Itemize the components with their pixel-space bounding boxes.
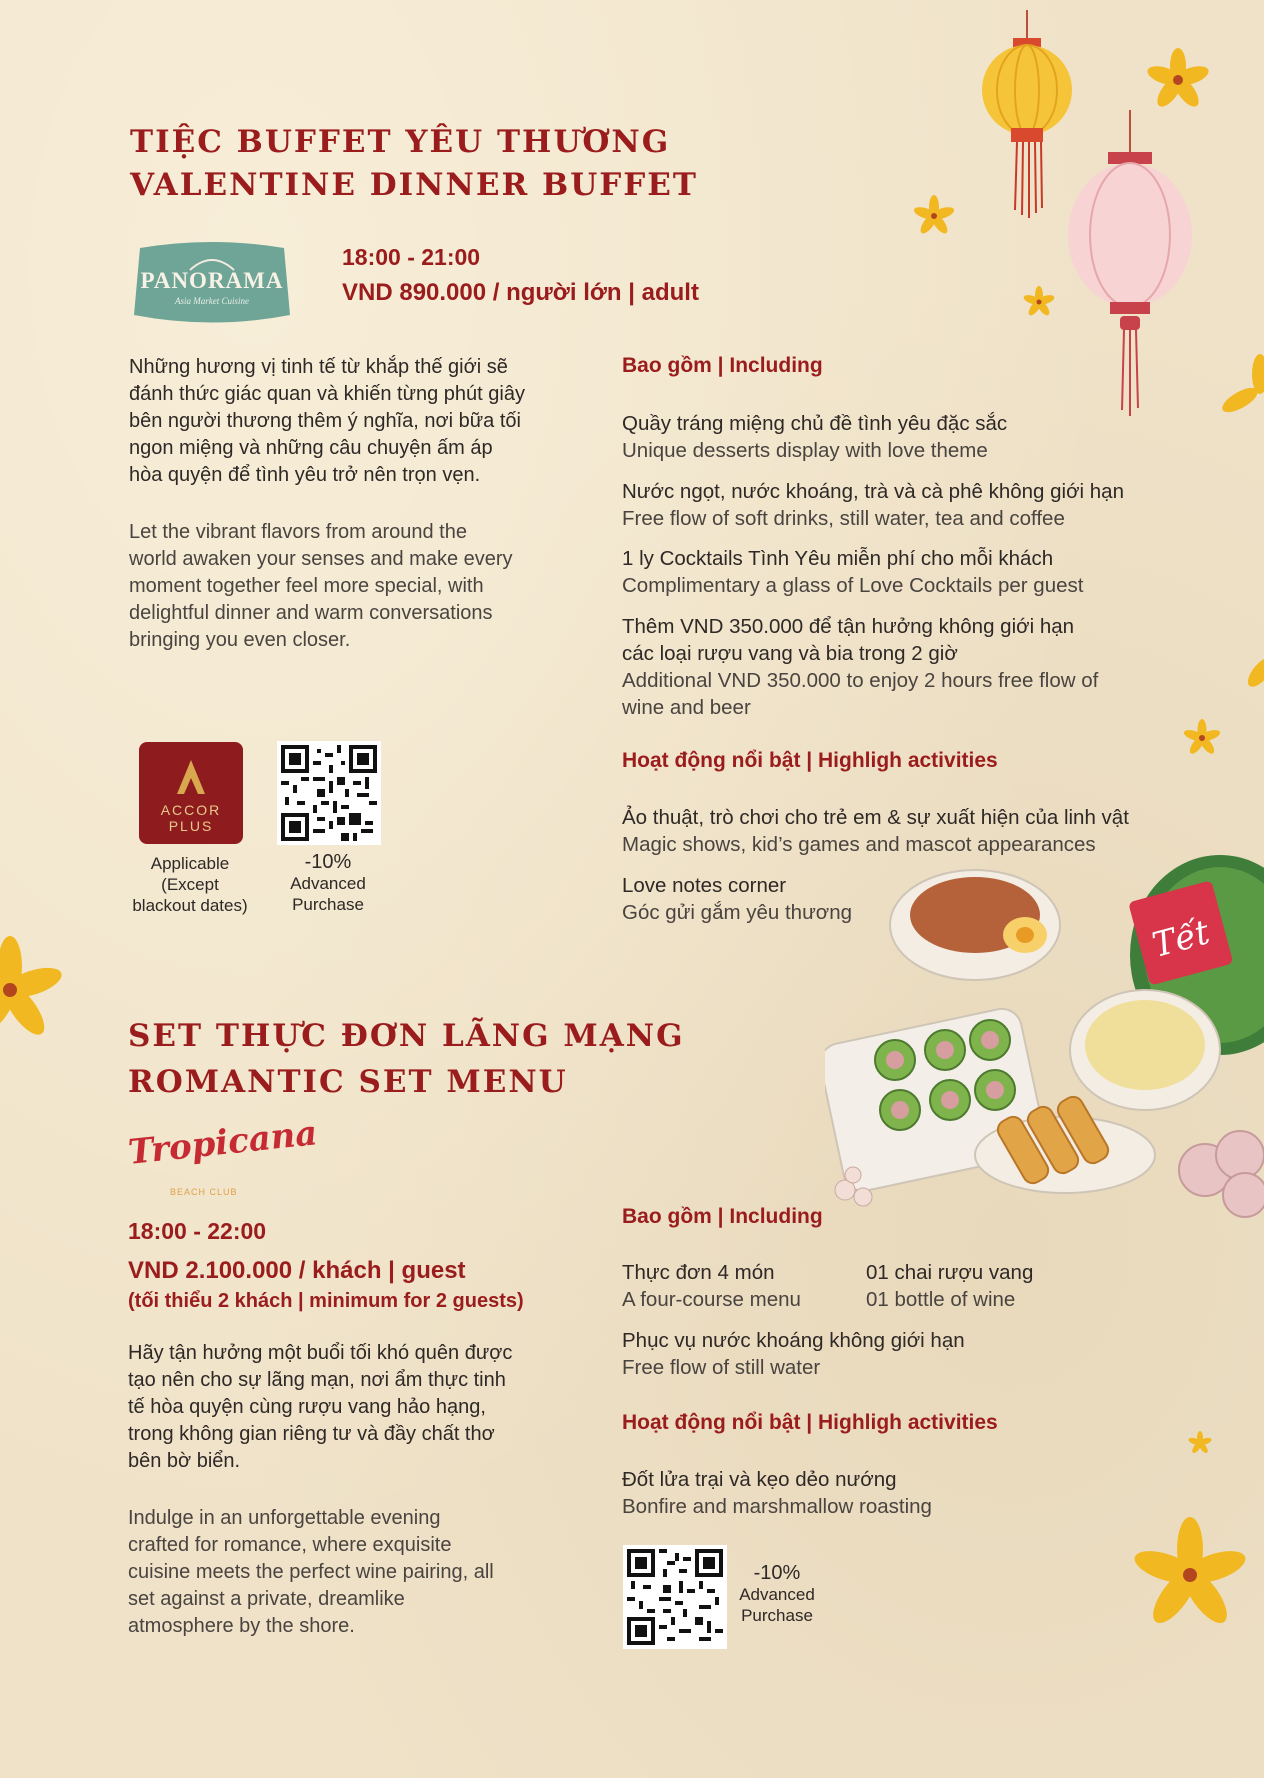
setmenu-including-item <box>622 1327 1122 1381</box>
buffet-including-item <box>622 410 1222 464</box>
flower-icon <box>0 925 65 1055</box>
desc-line: ngon miệng và những câu chuyện ấm áp <box>129 437 493 459</box>
item-vi: 01 chai rượu vang <box>866 1261 1034 1284</box>
buffet-including-item <box>622 478 1222 532</box>
item-en: Magic shows, kid’s games and mascot appearances <box>622 833 1096 856</box>
desc-line: set against a private, dreamlike <box>128 1588 405 1610</box>
item-vi: Đốt lửa trại và kẹo dẻo nướng <box>622 1468 897 1491</box>
item-en: Additional VND 350.000 to enjoy 2 hours free flow of <box>622 669 1099 692</box>
item-en: Complimentary a glass of Love Cocktails per guest <box>622 574 1084 597</box>
setmenu-including-heading: Bao gồm | Including <box>622 1205 823 1228</box>
buffet-description-vi <box>129 354 589 489</box>
setmenu-title-en: ROMANTIC SET MENU <box>128 1064 568 1100</box>
item-vi: Love notes corner <box>622 874 787 897</box>
desc-line: world awaken your senses and make every <box>129 548 513 570</box>
setmenu-min-note: (tối thiểu 2 khách | minimum for 2 guests) <box>128 1290 524 1312</box>
caption-line: Applicable <box>150 854 230 873</box>
desc-line: crafted for romance, where exquisite <box>128 1534 452 1556</box>
setmenu-activity-item <box>622 1466 1122 1520</box>
buffet-qr-code[interactable] <box>277 741 381 845</box>
item-vi: Nước ngọt, nước khoáng, trà và cà phê không giới hạn <box>622 480 1124 503</box>
desc-line: bên người thương thêm ý nghĩa, nơi bữa tối <box>129 410 521 432</box>
buffet-activities-heading: Hoạt động nổi bật | Highligh activities <box>622 749 998 772</box>
buffet-title-vi: TIỆC BUFFET YÊU THƯƠNG <box>130 124 671 160</box>
lantern-pink-icon <box>1060 110 1200 420</box>
buffet-including-item <box>622 613 1222 721</box>
buffet-title-en: VALENTINE DINNER BUFFET <box>130 167 698 203</box>
setmenu-price: VND 2.100.000 / khách | guest <box>128 1257 466 1284</box>
desc-line: bringing you even closer. <box>129 629 351 651</box>
setmenu-including-item <box>622 1259 862 1313</box>
flower-icon <box>1235 650 1264 710</box>
accor-caption <box>118 853 262 916</box>
desc-line: trong không gian riêng tư và đầy chất thơ <box>128 1423 495 1445</box>
desc-line: bên bờ biển. <box>128 1450 241 1472</box>
buffet-description-en <box>129 519 589 654</box>
setmenu-description-vi <box>128 1340 588 1475</box>
setmenu-including-item <box>866 1259 1106 1313</box>
setmenu-qr-caption <box>727 1563 827 1626</box>
buffet-activity-item <box>622 872 1022 926</box>
desc-line: delightful dinner and warm conversations <box>129 602 493 624</box>
desc-line: cuisine meets the perfect wine pairing, all <box>128 1561 494 1583</box>
item-en: wine and beer <box>622 696 751 719</box>
flower-icon <box>1143 45 1213 115</box>
flower-icon <box>910 192 958 240</box>
desc-line: tế hòa quyện cùng rượu vang hảo hạng, <box>128 1396 486 1418</box>
desc-line: hòa quyện để tình yêu trở nên trọn vẹn. <box>129 464 481 486</box>
panorama-logo-text: PANORAMA <box>140 268 284 293</box>
flower-icon <box>1180 716 1224 760</box>
item-vi: Thực đơn 4 món <box>622 1261 775 1284</box>
qr-discount: -10% <box>304 851 352 873</box>
caption-line: (Except <box>161 875 219 894</box>
buffet-price: VND 890.000 / người lớn | adult <box>342 279 699 306</box>
item-vi: 1 ly Cocktails Tình Yêu miễn phí cho mỗi khách <box>622 547 1054 570</box>
desc-line: đánh thức giác quan và khiến từng phút giây <box>129 383 525 405</box>
item-en: Unique desserts display with love theme <box>622 439 988 462</box>
flower-icon <box>1020 283 1058 321</box>
qr-discount: -10% <box>753 1562 801 1584</box>
buffet-qr-caption <box>272 852 384 915</box>
accor-plus-logo <box>139 742 243 844</box>
desc-line: Hãy tận hưởng một buổi tối khó quên được <box>128 1342 513 1364</box>
caption-line: blackout dates) <box>132 896 248 915</box>
item-en: A four-course menu <box>622 1288 801 1311</box>
tropicana-logo: Tropicana <box>126 1113 320 1173</box>
flower-icon <box>1220 350 1264 430</box>
desc-line: moment together feel more special, with <box>129 575 484 597</box>
panorama-logo-subtext: Asia Market Cuisine <box>175 296 249 306</box>
item-vi: Ảo thuật, trò chơi cho trẻ em & sự xuất hiện của linh vật <box>622 806 1129 829</box>
accor-logo-line1: ACCOR <box>160 802 222 818</box>
accor-logo-line2: PLUS <box>168 818 214 834</box>
tropicana-logo-subtext: BEACH CLUB <box>170 1187 238 1197</box>
accor-a-icon <box>139 752 243 802</box>
desc-line: Những hương vị tinh tế từ khắp thế giới sẽ <box>129 356 508 378</box>
buffet-including-item <box>622 545 1222 599</box>
buffet-including-heading: Bao gồm | Including <box>622 354 823 377</box>
buffet-activity-item <box>622 804 1222 858</box>
setmenu-description-en <box>128 1505 588 1640</box>
setmenu-activities-heading: Hoạt động nổi bật | Highligh activities <box>622 1411 998 1434</box>
item-en: 01 bottle of wine <box>866 1288 1016 1311</box>
buffet-time: 18:00 - 21:00 <box>342 244 481 270</box>
item-vi: Thêm VND 350.000 để tận hưởng không giới hạn <box>622 615 1075 638</box>
item-en: Góc gửi gắm yêu thương <box>622 901 853 924</box>
caption-line: Advanced <box>739 1585 815 1604</box>
flower-icon <box>1125 1510 1255 1640</box>
setmenu-time: 18:00 - 22:00 <box>128 1218 267 1244</box>
item-en: Bonfire and marshmallow roasting <box>622 1495 932 1518</box>
item-vi: Quầy tráng miệng chủ đề tình yêu đặc sắc <box>622 412 1008 435</box>
caption-line: Advanced <box>290 874 366 893</box>
desc-line: Let the vibrant flavors from around the <box>129 521 467 543</box>
caption-line: Purchase <box>741 1606 813 1625</box>
item-en: Free flow of still water <box>622 1356 821 1379</box>
setmenu-title-vi: SET THỰC ĐƠN LÃNG MẠNG <box>128 1018 685 1054</box>
desc-line: Indulge in an unforgettable evening <box>128 1507 441 1529</box>
item-vi: các loại rượu vang và bia trong 2 giờ <box>622 642 958 665</box>
setmenu-qr-code[interactable] <box>623 1545 727 1649</box>
item-vi: Phục vụ nước khoáng không giới hạn <box>622 1329 965 1352</box>
item-en: Free flow of soft drinks, still water, tea and coffee <box>622 507 1065 530</box>
flower-icon <box>1185 1428 1215 1458</box>
desc-line: tạo nên cho sự lãng mạn, nơi ẩm thực tinh <box>128 1369 506 1391</box>
desc-line: atmosphere by the shore. <box>128 1615 355 1637</box>
panorama-logo <box>130 240 294 326</box>
tet-tag-text: Tết <box>1148 912 1214 966</box>
caption-line: Purchase <box>292 895 364 914</box>
